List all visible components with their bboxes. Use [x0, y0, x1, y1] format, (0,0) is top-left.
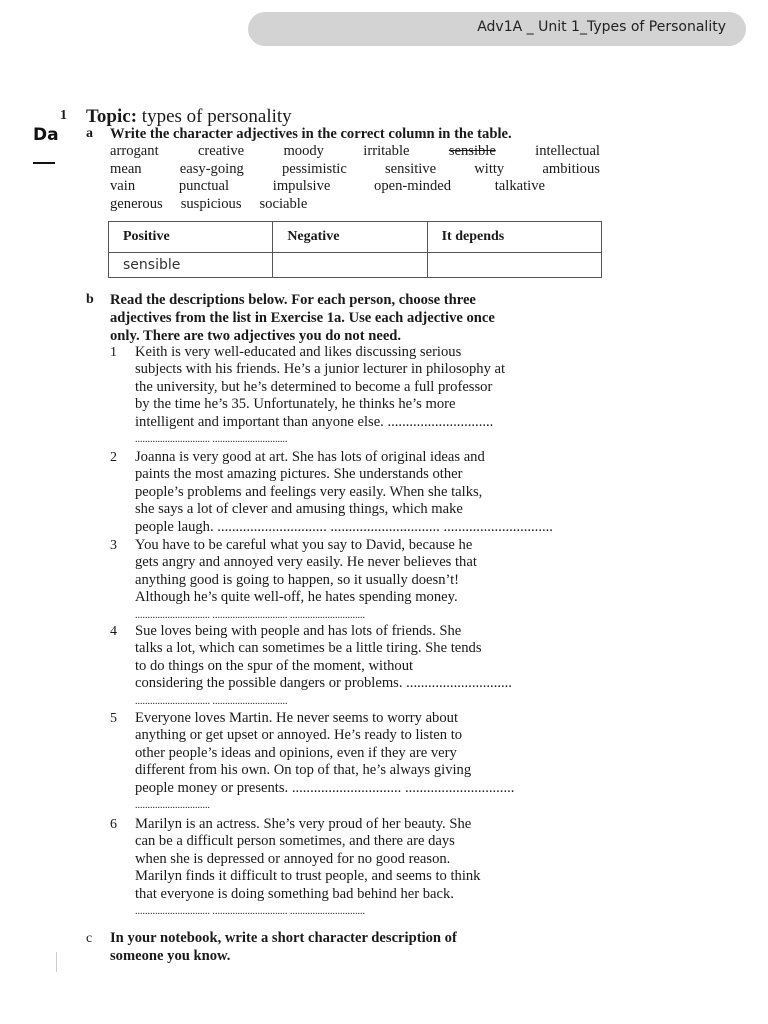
adjective-row	[110, 143, 600, 161]
item-number: 4	[110, 624, 117, 639]
header-bar	[248, 12, 746, 46]
adjective: suspicious	[180, 195, 242, 212]
table-header: Negative	[273, 222, 427, 253]
text-line: people’s problems and feelings very easily. When she talks,	[135, 483, 483, 500]
text-line: paints the most amazing pictures. She understands other	[135, 466, 463, 483]
instruction-line: In your notebook, write a short character description of	[110, 930, 457, 946]
part-a-letter: a	[86, 126, 93, 141]
text-line: subjects with his friends. He’s a junior lecturer in philosophy at	[135, 361, 506, 378]
answer-blanks: .............................. .............................. ..............................	[135, 906, 365, 918]
part-a-instruction: Write the character adjectives in the correct column in the table.	[110, 126, 512, 142]
adjective: pessimistic	[281, 160, 347, 177]
adjective-crossed-out: sensible	[448, 143, 496, 159]
item-description	[135, 623, 607, 710]
item-description	[135, 449, 607, 536]
item-description	[135, 816, 607, 920]
adjective: talkative	[494, 178, 545, 194]
text-line: intelligent and important than anyone else. .............................	[135, 413, 494, 430]
adjective: open-minded	[374, 178, 452, 194]
instruction-line: adjectives from the list in Exercise 1a. Use each adjective once	[110, 310, 495, 326]
text-line: Although he’s quite well-off, he hates spending money.	[135, 589, 458, 606]
text-line: to do things on the spur of the moment, without	[135, 657, 414, 674]
adjective: impulsive	[272, 178, 331, 194]
part-b-letter: b	[86, 292, 94, 307]
text-line: other people’s ideas and opinions, even if they are very	[135, 744, 457, 761]
table-header: It depends	[427, 222, 601, 253]
adjective: generous	[110, 195, 163, 212]
text-line: Everyone loves Martin. He never seems to worry about	[135, 710, 458, 726]
text-line: talks a lot, which can sometimes be a little tiring. She tends	[135, 640, 482, 657]
table-cell	[427, 253, 601, 278]
item-number: 5	[110, 711, 117, 726]
adjective: vain	[110, 178, 136, 194]
table-header: Positive	[109, 222, 273, 253]
adjective: witty	[474, 160, 505, 177]
scan-mark	[56, 952, 57, 972]
text-line: people laugh. .............................. .............................. ..............................	[135, 518, 553, 535]
table-cell-handwritten: sensible	[109, 253, 273, 278]
text-line: different from his own. On top of that, he’s always giving	[135, 762, 472, 779]
text-line: by the time he’s 35. Unfortunately, he thinks he’s more	[135, 396, 456, 413]
item-description	[135, 344, 607, 448]
item-number: 6	[110, 817, 117, 832]
text-line: that everyone is doing something bad behind her back.	[135, 885, 454, 902]
adjective-row	[110, 161, 600, 179]
item-number: 2	[110, 450, 117, 465]
adjective: irritable	[363, 143, 410, 159]
text-line: she says a lot of clever and amusing things, which make	[135, 501, 463, 518]
item-number: 3	[110, 538, 117, 553]
item-description	[135, 537, 607, 624]
section-number: 1	[60, 108, 67, 123]
adjective-row	[110, 178, 545, 196]
instruction-line: only. There are two adjectives you do not need.	[110, 328, 402, 344]
text-line: considering the possible dangers or problems. .............................	[135, 675, 512, 692]
adjective: punctual	[178, 178, 230, 194]
text-line: the university, but he’s determined to become a full professor	[135, 378, 493, 395]
adjective: easy-going	[179, 160, 244, 177]
side-fragment: Da	[33, 125, 59, 145]
answer-blanks: .............................. .............................. ..............................	[135, 609, 365, 621]
part-c-letter: c	[86, 931, 93, 946]
text-line: can be a difficult person sometimes, and there are days	[135, 833, 455, 850]
text-line: Sue loves being with people and has lots of friends. She	[135, 623, 462, 639]
item-number: 1	[110, 345, 117, 360]
item-description	[135, 710, 607, 814]
adjective-table	[108, 221, 602, 278]
adjective: sensitive	[385, 160, 437, 177]
answer-blanks: .............................. ..............................	[135, 434, 288, 446]
adjective: ambitious	[542, 160, 600, 177]
adjective: intellectual	[535, 143, 600, 159]
answer-blanks: ..............................	[135, 800, 210, 812]
topic-text: types of personality	[141, 106, 292, 127]
adjective: arrogant	[110, 143, 159, 159]
part-c-instruction	[110, 929, 600, 965]
adjective-list	[110, 143, 600, 213]
text-line: when she is depressed or annoyed for no good reason.	[135, 850, 451, 867]
text-line: Marilyn finds it difficult to trust people, and seems to think	[135, 868, 481, 885]
text-line: Joanna is very good at art. She has lots of original ideas and	[135, 449, 485, 465]
part-b-instruction	[110, 291, 600, 345]
text-line: Marilyn is an actress. She’s very proud of her beauty. She	[135, 816, 472, 832]
table-cell	[273, 253, 427, 278]
topic-label: Topic:	[86, 106, 138, 127]
side-dash	[33, 162, 55, 164]
adjective: moody	[283, 143, 324, 159]
answer-blanks: .............................. ..............................	[135, 695, 288, 707]
adjective: mean	[110, 160, 142, 177]
text-line: anything or get upset or annoyed. He’s ready to listen to	[135, 727, 463, 744]
table-row	[109, 253, 602, 278]
text-line: Keith is very well-educated and likes discussing serious	[135, 344, 462, 360]
document-title: Adv1A _ Unit 1_Types of Personality	[477, 19, 726, 35]
instruction-line: Read the descriptions below. For each person, choose three	[110, 292, 476, 308]
text-line: You have to be careful what you say to David, because he	[135, 537, 473, 553]
instruction-line: someone you know.	[110, 948, 231, 964]
text-line: people money or presents. .............................. ..............................	[135, 779, 515, 796]
text-line: gets angry and annoyed very easily. He never believes that	[135, 554, 477, 571]
adjective: creative	[197, 143, 245, 159]
adjective-row	[110, 196, 600, 214]
text-line: anything good is going to happen, so it usually doesn’t!	[135, 571, 460, 588]
adjective: sociable	[259, 195, 308, 212]
table-header-row	[109, 222, 602, 253]
